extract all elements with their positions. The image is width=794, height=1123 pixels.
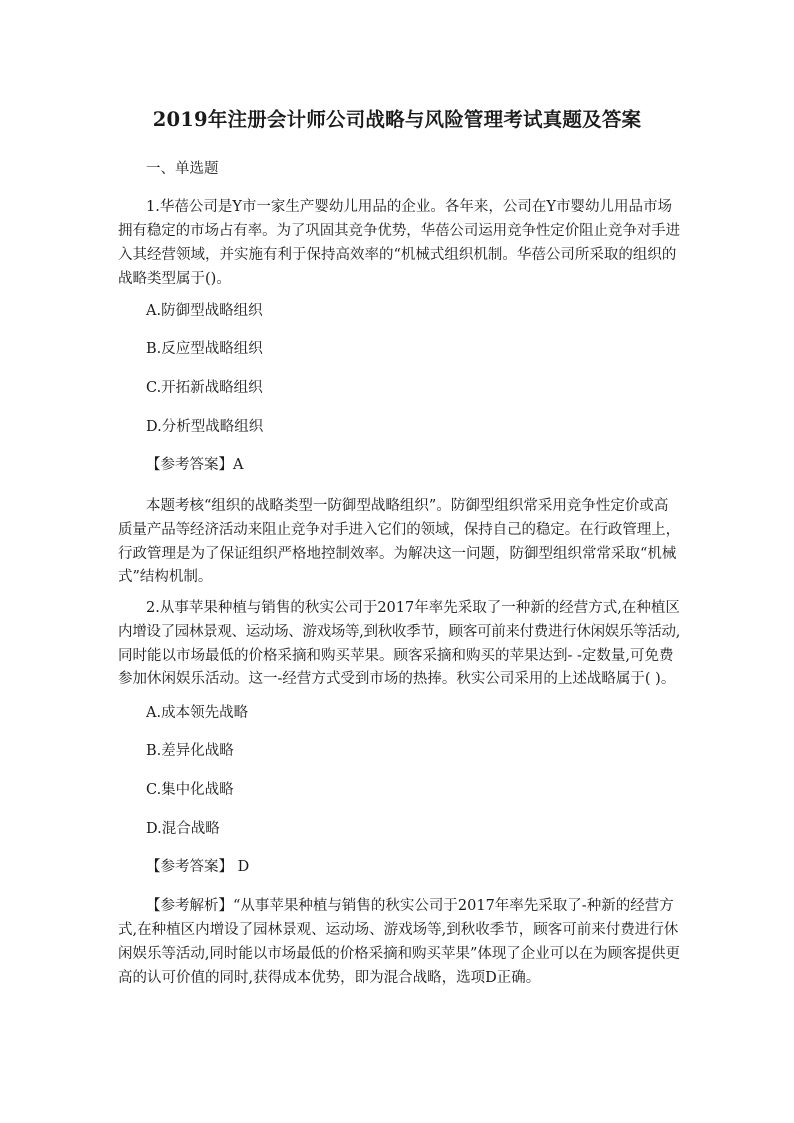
question-1-explanation-line-3: 行政管理是为了保证组织严格地控制效率。为解决这一问题，防御型组织常常采取“机械 <box>118 546 677 562</box>
question-2-line-2: 内增设了园林景观、运动场、游戏场等,到秋收季节，顾客可前来付费进行休闲娱乐等活动, <box>118 624 681 640</box>
question-2-option-b: B.差异化战略 <box>146 743 234 759</box>
question-2-option-c: C.集中化战略 <box>146 782 234 798</box>
question-2-answer: 【参考答案】 D <box>146 859 250 875</box>
question-2-line-4: 参加休闲娱乐活动。这一-经营方式受到市场的热捧。秋实公司采用的上述战略属于( )。 <box>118 671 676 687</box>
document-title: 2019年注册会计师公司战略与风险管理考试真题及答案 <box>152 108 642 131</box>
question-2-line-3: 同时能以市场最低的价格采摘和购买苹果。顾客采摘和购买的苹果达到- -定数量,可免费 <box>118 648 674 664</box>
question-1-line-1: 1.华蓓公司是Y市一家生产婴幼儿用品的企业。各年来，公司在Y市婴幼儿用品市场 <box>146 199 672 215</box>
question-1-option-d: D.分析型战略组织 <box>146 419 264 435</box>
question-1-option-c: C.开拓新战略组织 <box>146 380 263 396</box>
question-2-explanation-line-2: 式,在种植区内增设了园林景观、运动场、游戏场等,到秋收季节，顾客可前来付费进行休 <box>118 922 679 938</box>
question-2-explanation-line-1: 【参考解析】“从事苹果种植与销售的秋实公司于2017年率先采取了-种新的经营方 <box>146 898 674 914</box>
section-heading: 一、单选题 <box>146 161 219 177</box>
question-2-explanation-line-4: 高的认可价值的同时,获得成本优势，即为混合战略，选项D正确。 <box>118 970 541 986</box>
question-1-explanation-line-4: 式”结构机制。 <box>118 569 213 585</box>
question-1-line-3: 入其经营领域，并实施有利于保持高效率的“机械式组织机制。华蓓公司所采取的组织的 <box>118 247 677 263</box>
question-1-option-a: A.防御型战略组织 <box>146 303 263 319</box>
question-2-option-a: A.成本领先战略 <box>146 705 249 721</box>
question-2-line-1: 2.从事苹果种植与销售的秋实公司于2017年率先采取了一种新的经营方式,在种植区 <box>146 600 680 616</box>
question-1-line-4: 战略类型属于()。 <box>118 271 231 287</box>
question-1-explanation-line-2: 质量产品等经济活动来阻止竞争对手进入它们的领域，保持自己的稳定。在行政管理上， <box>118 522 680 538</box>
question-1-line-2: 拥有稳定的市场占有率。为了巩固其竞争优势，华蓓公司运用竞争性定价阻止竞争对手进 <box>118 223 680 239</box>
question-2-option-d: D.混合战略 <box>146 821 220 837</box>
question-2-explanation-line-3: 闲娱乐等活动,同时能以市场最低的价格采摘和购买苹果”体现了企业可以在为顾客提供更 <box>118 946 680 962</box>
question-1-answer: 【参考答案】A <box>146 457 244 473</box>
question-1-option-b: B.反应型战略组织 <box>146 341 263 357</box>
question-1-explanation-line-1: 本题考核“组织的战略类型一防御型战略组织”。防御型组织常采用竞争性定价或高 <box>146 498 669 514</box>
